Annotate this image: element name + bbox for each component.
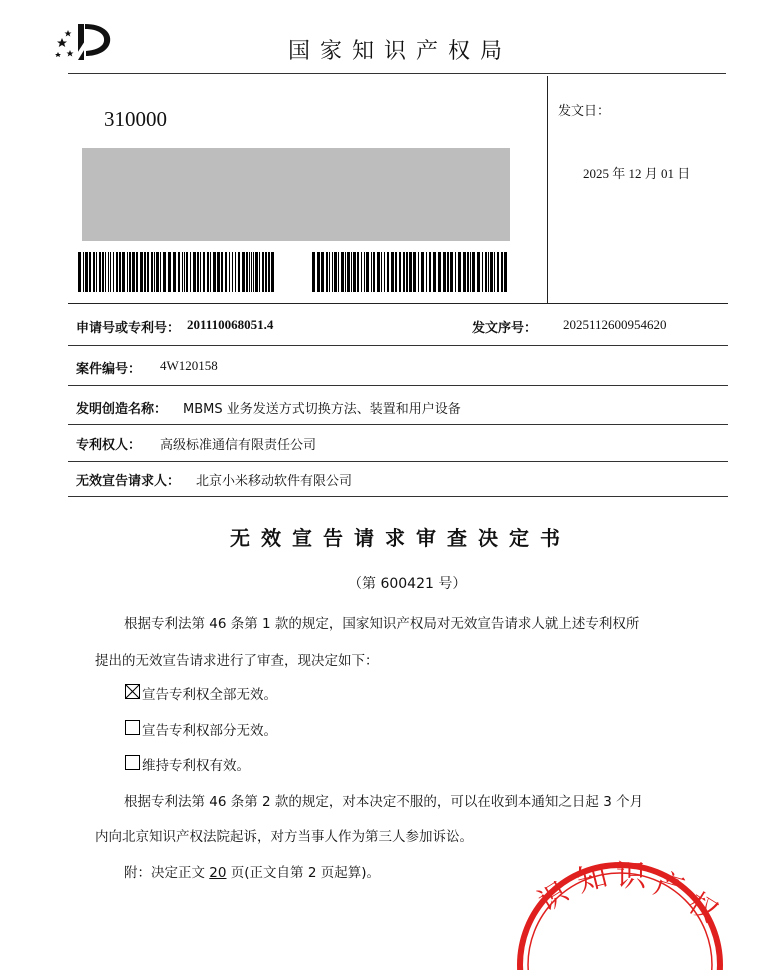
redacted-address	[82, 148, 510, 241]
option-checkbox-invalid-all	[125, 684, 140, 699]
application-number-label: 申请号或专利号：	[76, 321, 181, 336]
svg-text:知: 知	[573, 858, 612, 900]
intro-line-2: 提出的无效宣告请求进行了审查，现决定如下：	[95, 653, 379, 669]
checked-mark-icon	[126, 685, 139, 698]
option-label-invalid-partial: 宣告专利权部分无效。	[142, 723, 277, 739]
option-checkbox-maintain	[125, 755, 140, 770]
svg-text:权: 权	[682, 885, 724, 929]
option-label-invalid-all: 宣告专利权全部无效。	[142, 687, 277, 703]
requester-label: 无效宣告请求人：	[76, 474, 181, 489]
cnipa-logo-icon	[52, 20, 116, 64]
patentee-name: 高级标准通信有限责任公司	[160, 438, 317, 453]
option-label-maintain: 维持专利权有效。	[142, 758, 250, 774]
rule-2	[68, 345, 728, 346]
agency-name: 国家知识产权局	[288, 39, 513, 64]
issue-date-value: 2025 年 12 月 01 日	[583, 166, 691, 181]
barcode-right	[312, 252, 510, 292]
rule-5	[68, 461, 728, 462]
option-checkbox-invalid-partial	[125, 720, 140, 735]
appeal-line-2: 内向北京知识产权法院起诉，对方当事人作为第三人参加诉讼。	[95, 829, 473, 845]
attachment-pages: 20	[209, 865, 227, 881]
issue-date-label: 发文日：	[558, 104, 611, 119]
attachment-note	[124, 861, 380, 881]
rule-6	[68, 496, 728, 497]
official-seal-icon	[500, 850, 724, 970]
attachment-prefix: 附：决定正文	[124, 865, 205, 881]
header-rule	[68, 73, 726, 74]
address-divider	[547, 76, 548, 304]
postal-code: 310000	[104, 107, 167, 131]
rule-4	[68, 424, 728, 425]
rule-3	[68, 385, 728, 386]
invention-label: 发明创造名称：	[76, 402, 168, 417]
patentee-label: 专利权人：	[76, 438, 142, 453]
svg-text:识: 识	[616, 859, 646, 894]
intro-line-1: 根据专利法第 46 条第 1 款的规定，国家知识产权局对无效宣告请求人就上述专利权所	[124, 616, 640, 632]
serial-label: 发文序号：	[472, 321, 538, 336]
rule-1	[68, 303, 728, 304]
serial-number: 2025112600954620	[563, 317, 667, 332]
case-number: 4W120158	[160, 358, 218, 373]
invention-title: MBMS 业务发送方式切换方法、装置和用户设备	[183, 402, 461, 417]
application-number: 201110068051.4	[187, 317, 274, 332]
document-number: （第 600421 号）	[348, 576, 467, 592]
case-number-label: 案件编号：	[76, 362, 142, 377]
appeal-line-1: 根据专利法第 46 条第 2 款的规定，对本决定不服的，可以在收到本通知之日起 3 个月	[124, 794, 644, 810]
attachment-suffix: 页(正文自第 2 页起算)。	[230, 865, 380, 881]
barcode-left	[78, 252, 276, 292]
document-title: 无效宣告请求审查决定书	[230, 526, 571, 550]
svg-text:产: 产	[649, 866, 689, 908]
svg-text:识: 识	[532, 875, 574, 918]
requester-name: 北京小米移动软件有限公司	[196, 474, 353, 489]
